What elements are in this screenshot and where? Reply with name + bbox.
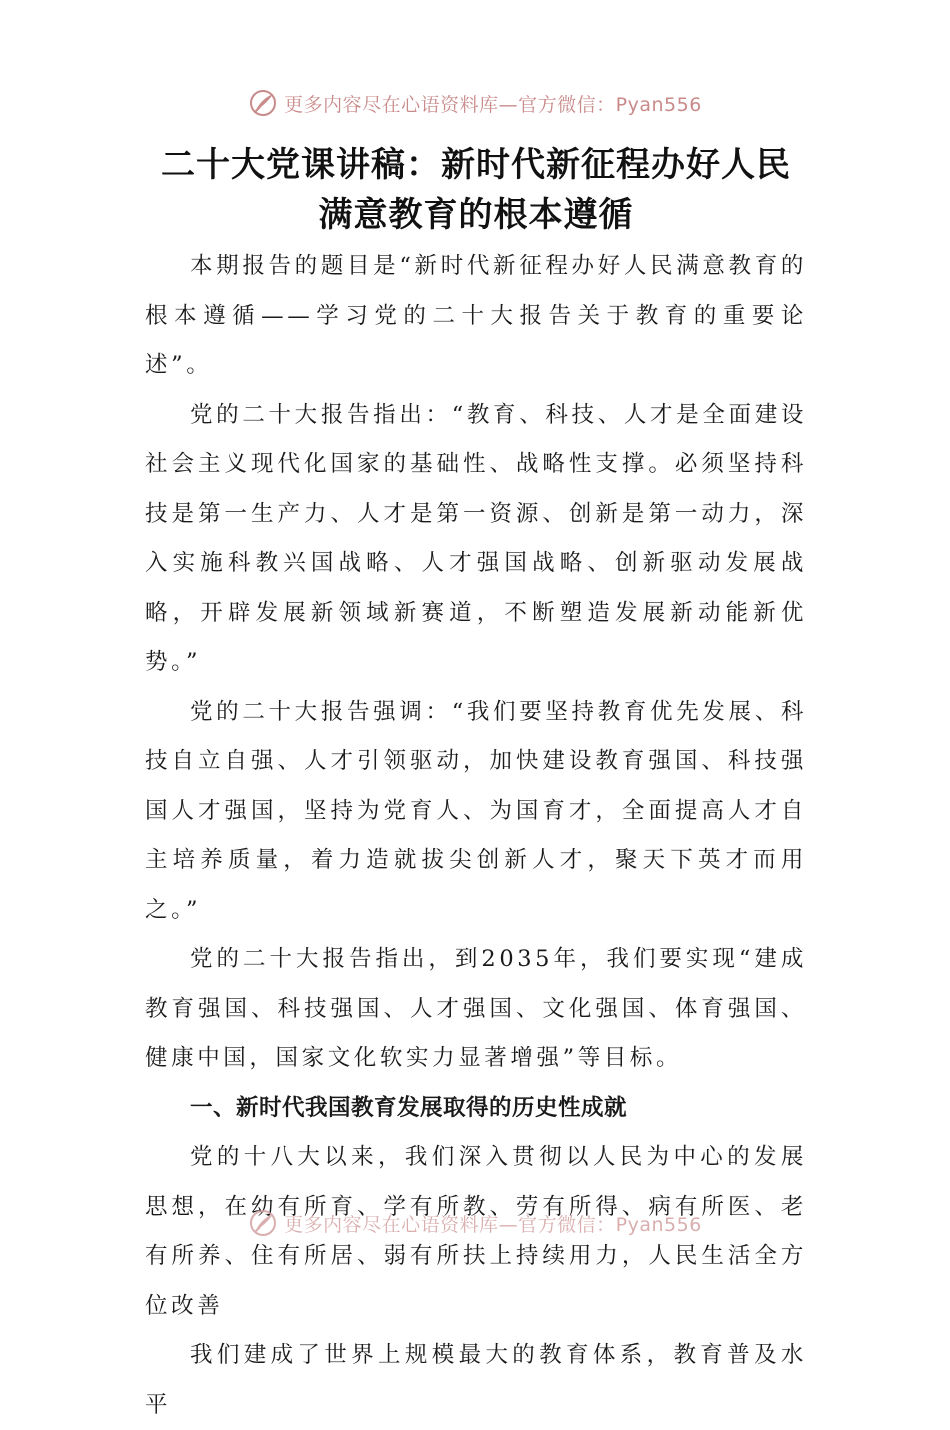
feather-pen-logo-icon [248,88,278,118]
watermark-text: 更多内容尽在心语资料库—官方微信：Pyan556 [284,1213,702,1236]
paragraph-quote-1: 党的二十大报告指出：“教育、科技、人才是全面建设社会主义现代化国家的基础性、战略性支撑。必须坚持科技是第一生产力、人才是第一资源、创新是第一动力，深入实施科教兴国战略、人才强国战略、创新驱动发展战略，开辟发展新领域新赛道，不断塑造发展新动能新优势。” [145,401,807,675]
title-line-2: 满意教育的根本遵循 [318,195,634,235]
document-title [145,140,807,240]
watermark-header [0,86,950,120]
section-heading: 一、新时代我国教育发展取得的历史性成就 [190,1094,628,1121]
paragraph-quote-2: 党的二十大报告强调：“我们要坚持教育优先发展、科技自立自强、人才引领驱动，加快建设教育强国、科技强国人才强国，坚持为党育人、为国育才，全面提高人才自主培养质量，着力造就拔尖创新人才，聚天下英才而用之。” [145,698,807,923]
feather-pen-logo-icon [248,1208,278,1238]
title-line-1: 二十大党课讲稿：新时代新征程办好人民 [161,145,791,185]
watermark-footer [0,1206,950,1240]
paragraph-section-2: 我们建成了世界上规模最大的教育体系，教育普及水平 [145,1342,807,1418]
watermark-text: 更多内容尽在心语资料库—官方微信：Pyan556 [284,93,702,116]
paragraph-section-1: 党的十八大以来，我们深入贯彻以人民为中心的发展思想，在幼有所育、学有所教、劳有所得、病有所医、老有所养、住有所居、弱有所扶上持续用力，人民生活全方位改善 [145,1144,807,1319]
paragraph-goals-2035: 党的二十大报告指出，到2035年，我们要实现“建成教育强国、科技强国、人才强国、文化强国、体育强国、健康中国，国家文化软实力显著增强”等目标。 [145,946,807,1071]
paragraph-intro: 本期报告的题目是“新时代新征程办好人民满意教育的根本遵循——学习党的二十大报告关于教育的重要论述”。 [145,253,807,378]
